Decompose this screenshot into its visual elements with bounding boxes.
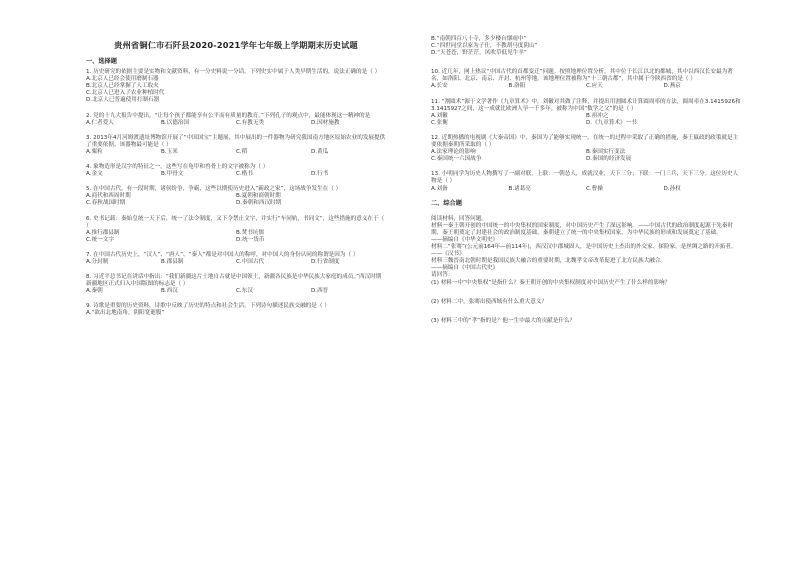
option-b[interactable]: B.以德治国	[161, 119, 189, 126]
option-a[interactable]: A.北京人已经会使用磨制石器	[86, 76, 159, 83]
option-d[interactable]: D.黄瓜	[311, 148, 329, 155]
options	[86, 259, 386, 266]
option-c[interactable]: C.秦国统一六国战争	[431, 156, 482, 163]
options	[86, 76, 386, 104]
option-b[interactable]: B.玉米	[161, 148, 178, 155]
option-d[interactable]: D.《九章算术》一书	[586, 119, 637, 126]
options	[86, 310, 386, 317]
section-heading-comprehensive: 二、综合题	[431, 199, 462, 207]
option-c[interactable]: C.曹操	[586, 185, 603, 192]
question-text: 1. 历史研究的依据主要是实物和文献资料，有一分史料说一分话。下列史实中属于人类早期生活的，说法正确的是（ ）	[86, 69, 381, 76]
option-d[interactable]: D.统一货币	[236, 236, 265, 243]
option-b[interactable]: B.西汉	[161, 288, 178, 295]
option-c[interactable]: C.张衡	[431, 119, 448, 126]
option-b[interactable]: B.诸葛亮	[508, 185, 531, 192]
option-b[interactable]: B.夏朝和商朝时期	[236, 193, 281, 200]
option-a[interactable]: A.秦朝	[86, 288, 103, 295]
material-2-head: 材料二	[431, 244, 448, 251]
option-a[interactable]: A.粟粒	[86, 148, 103, 155]
question-13	[431, 171, 741, 192]
option-b[interactable]: B.甲骨文	[161, 171, 184, 178]
exam-title: 贵州省铜仁市石阡县2020-2021学年七年级上学期期末历史试题	[114, 40, 358, 50]
material-2-source: ——《汉书》	[431, 251, 465, 258]
question-text: 3. 2013年4月河姆渡遗址博物馆开展了“中国国宝”主题展，其中展出的一件器物为研究我国南方地区原始农业的发展提供了重要依据。该器物最可能是（ ）	[86, 134, 386, 148]
options	[86, 230, 386, 244]
question-14	[431, 216, 741, 325]
question-8	[86, 274, 386, 295]
option-c[interactable]: C.春秋战国时期	[86, 200, 126, 207]
question-4	[86, 164, 386, 178]
material-2	[431, 244, 741, 251]
option-b[interactable]: B.洛阳	[508, 83, 526, 90]
options	[86, 149, 386, 156]
material-1-head: 材料一	[431, 222, 448, 229]
material-3-head: 材料三	[431, 258, 448, 265]
material-1-source: ——摘编自《中华文明史》	[431, 236, 499, 243]
question-text: 4. 象物造形是汉字的特征之一，这些写在龟甲和兽骨上的文字被称为（ ）	[86, 164, 269, 171]
material-2-text: “张骞”(公元前164年—前114年)，西汉汉中郡城固人，是中国历史上杰出的外交家、探险家，是丝绸之路的开拓者。	[447, 244, 737, 251]
option-d[interactable]: D.北京人已普遍使用打制石器	[86, 97, 160, 104]
option-d[interactable]: D.秦朝和西汉时期	[236, 200, 282, 207]
question-text: 9. 诗歌是重要的历史资料，诗歌中反映了历史的特点和社会生活。下列诗句描述民族交融的是（ ）	[86, 303, 330, 310]
option-b[interactable]: B.郡县制	[161, 258, 184, 265]
option-c[interactable]: C.有教无类	[236, 119, 265, 126]
option-c[interactable]: C.应天	[586, 83, 603, 90]
options	[431, 149, 741, 163]
options	[86, 120, 386, 127]
material-3-source: ——摘编自《中国古代史》	[431, 265, 499, 272]
section-heading-choice: 一、选择题	[86, 58, 117, 65]
option-d[interactable]: D.孙权	[663, 185, 681, 192]
left-column	[86, 56, 386, 318]
question-5	[86, 186, 386, 207]
option-d[interactable]: D.因材施教	[311, 119, 340, 126]
material-3-text: 魏晋南北朝时期是我国民族大融合的重要时期，北魏孝文帝改革促进了北方民族大融合。	[447, 258, 666, 265]
sub-question-3: (3) 材料三中的“孝”指的是？他一生中最大的贡献是什么？	[431, 317, 576, 324]
options	[431, 186, 741, 193]
material-1-text: 秦王朝开创的中国统一的中央集权的国家制度，对中国历史产生了深远影响。——中国古代的政治制度起源于先秦时期，秦王朝奠定了封建社会的政治制度基础。秦朝建立了统一的中央集权国家，为中华民族的形成和发展奠定了基础。	[431, 222, 734, 236]
question-2	[86, 113, 386, 127]
option-b[interactable]: B.“南朝四百八十寺，多少楼台烟雨中”	[431, 36, 527, 42]
right-column	[431, 36, 741, 325]
option-d[interactable]: D.秦国的经济发展	[586, 156, 632, 163]
option-a[interactable]: A.刘备	[431, 185, 448, 192]
option-a[interactable]: A.仁者爱人	[86, 119, 114, 126]
option-d[interactable]: D.燕京	[663, 83, 681, 90]
question-11	[431, 99, 741, 127]
question-1	[86, 69, 386, 104]
option-d[interactable]: D.西晋	[311, 288, 329, 295]
answer-prompt: 请回答：	[431, 272, 454, 279]
question-text: 12. 近期热播的电视剧《大秦帝国》中，秦国为了能够实现统一，在统一的过程中采取了正确的措施，秦王嬴政的政策就是主要依据秦朝所采取的（ ）	[431, 134, 739, 149]
question-9	[86, 303, 386, 317]
option-c[interactable]: C.东汉	[236, 288, 253, 295]
question-text: 7. 在中国古代历史上，“汉人”、“唐人”、“秦人”都是对中国人的称呼，对中国人的身份认同的称谓是因为（ ）	[86, 251, 359, 258]
question-6	[86, 216, 386, 244]
option-a[interactable]: A.法家理论的影响	[431, 149, 476, 156]
material-intro: 阅读材料，回答问题。	[431, 215, 487, 222]
option-a[interactable]: A.推行郡县制	[86, 229, 120, 236]
option-c[interactable]: C.楷书	[236, 171, 253, 178]
option-b[interactable]: B.秦国实行变法	[586, 149, 626, 156]
question-10	[431, 69, 741, 90]
options	[431, 113, 741, 127]
question-text: 13. 小明同学为历史人物撰写了一副对联，上联：一朝怂人，成就汉业，天下三分；下联：一门三兵，天下三分。这位历史人物是（ ）	[431, 171, 739, 185]
option-b[interactable]: B.焚书坑儒	[236, 229, 264, 236]
sub-question-2: (2) 材料二中，张骞出使西域有什么重大意义？	[431, 298, 547, 305]
option-c[interactable]: C.北京人已进入了农业种植时代	[86, 90, 165, 97]
option-a[interactable]: A.“欲出北地南角，阴阳宽逝腹”	[86, 310, 165, 317]
material-1	[431, 223, 741, 237]
option-d[interactable]: D.行书	[311, 171, 329, 178]
option-a[interactable]: A.刘徽	[431, 112, 448, 119]
question-3	[86, 135, 386, 156]
question-text: 8. 习近平总书记在讲话中指出：“我们新疆这片土地自古就是中国领土，新疆各民族是中华民族大家庭的成员。”西汉时期新疆地区正式归入中国版图的标志是（ ）	[86, 274, 382, 288]
option-a[interactable]: A.长安	[431, 83, 448, 90]
option-a[interactable]: A.商代和西周时期	[86, 193, 131, 200]
option-c[interactable]: C.统一文字	[86, 236, 115, 243]
question-text: 6. 史书记载：秦始皇统一天下后，统一了法令制度，又下令禁止文字，并实行“车同轨，书同文”，这些措施的意义在于（ ）	[86, 215, 385, 229]
question-text: 5. 在中国古代，有一段时期，诸侯纷争，争霸，这些以期使历史进入“霸政之家”，这场战争发生在（ ）	[86, 186, 342, 193]
option-c[interactable]: C.中国古代	[236, 258, 265, 265]
question-text: 2. 党的十九大报告中提出，“让每个孩子都能享有公平而有质量的教育。”下列孔子的观点中，最能体现这一精神的是	[86, 112, 371, 119]
option-c[interactable]: C.稻	[236, 148, 248, 155]
option-b[interactable]: B.祖冲之	[586, 112, 609, 119]
option-b[interactable]: B.北京人已经掌握了人工取火	[86, 83, 159, 90]
sub-question-1: (1) 材料一中“中央集权”是指什么？秦王朝开创的中央集权制度对中国历史产生了什么样的影响？	[431, 279, 671, 286]
options	[86, 193, 386, 207]
question-12	[431, 135, 741, 163]
options	[86, 288, 386, 295]
question-9-options-continued	[431, 36, 741, 57]
option-d[interactable]: D.行省制度	[311, 258, 340, 265]
question-text: 10. 近几年，网上热议“中国古代的首都变迁”问题。按照地理位置分析，其中位于长江以北的都城，其中以西汉长安最为著名，如洛阳、北京、南京、开封、杭州等地。该地理位置被称为“十三朝古都”，其中属于今陕西省的是（ ）	[431, 69, 733, 83]
option-d[interactable]: D.“天苍苍，野茫茫，风吹草低见牛羊”	[431, 50, 527, 57]
option-a[interactable]: A.分封制	[86, 258, 109, 265]
option-c[interactable]: C.“四世同堂以家为子仕，不教胡马度阴山”	[431, 43, 538, 50]
option-a[interactable]: A.金文	[86, 171, 103, 178]
options	[86, 171, 386, 178]
question-7	[86, 252, 386, 266]
options	[431, 83, 741, 90]
question-text: 11. “割圆术”源于文学著作《九章算术》中，刘徽对其做了注释，并提出用割圆术计算圆周率的方法，圆周率在3.1415926和3.1415927之间，这一成就比欧洲人早一千多年。被称为中国“数学之父”的是（ ）	[431, 98, 741, 112]
